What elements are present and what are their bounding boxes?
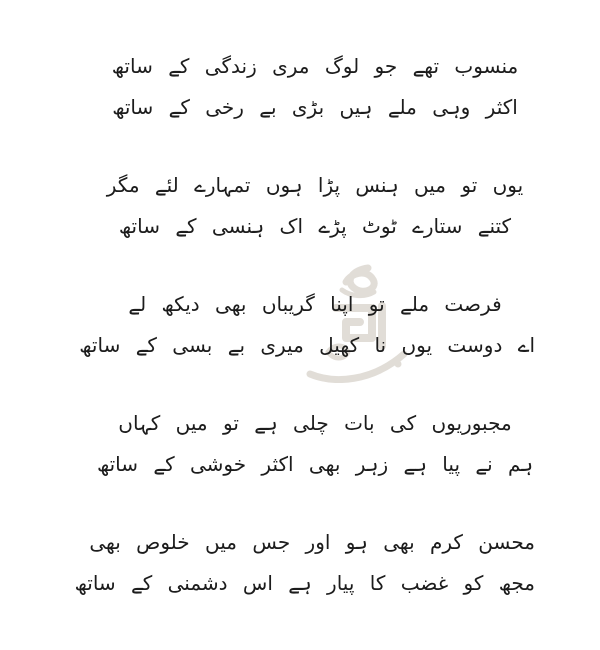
couplet-2 xyxy=(95,165,535,247)
ghazal-text xyxy=(74,46,535,641)
verse-line: محسن کرم بھی ہو اور جس میں خلوص بھی xyxy=(89,530,535,554)
verse-line: اکثر وہی ملے ہیں بڑی بے رخی کے ساتھ xyxy=(112,95,518,119)
verse-line: مجبوریوں کی بات چلی ہے تو میں کہاں xyxy=(118,411,512,435)
couplet-5 xyxy=(74,522,535,604)
verse-line: ہم نے پیا ہے زہر بھی اکثر خوشی کے ساتھ xyxy=(96,452,534,476)
verse-line: اے دوست یوں نا کھیل میری بے بسی کے ساتھ xyxy=(79,333,535,357)
verse-line: منسوب تھے جو لوگ مری زندگی کے ساتھ xyxy=(111,54,519,78)
verse-line: مجھ کو غضب کا پیار ہے اس دشمنی کے ساتھ xyxy=(74,571,535,595)
verse-line: کتنے ستارے ٹوٹ پڑے اک ہنسی کے ساتھ xyxy=(118,214,512,238)
verse-line: فرصت ملے تو اپنا گریباں بھی دیکھ لے xyxy=(128,292,502,316)
verse-line: یوں تو میں ہنس پڑا ہوں تمہارے لئے مگر xyxy=(106,173,524,197)
couplet-3 xyxy=(79,284,535,366)
couplet-4 xyxy=(95,403,535,485)
couplet-1 xyxy=(95,46,535,128)
